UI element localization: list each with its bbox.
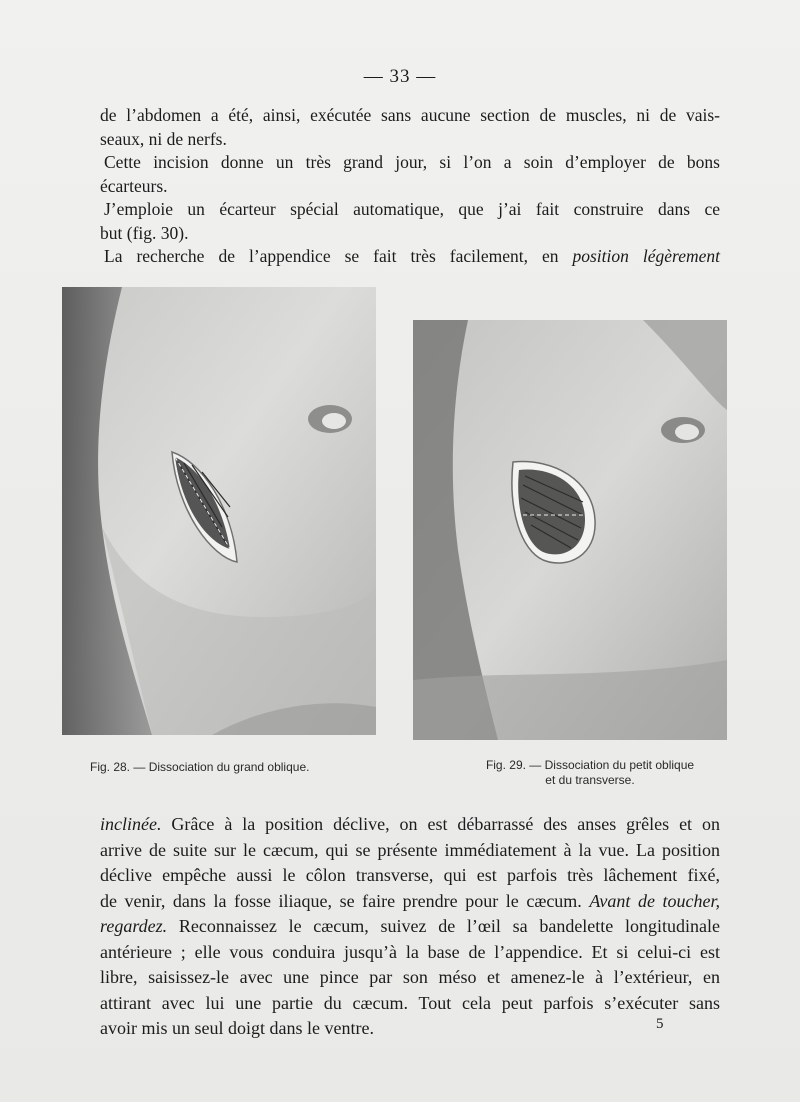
italic-segment: position légèrement [572, 246, 720, 266]
top-paragraphs [100, 104, 720, 269]
text-line: avoir mis un seul doigt dans le ventre. [100, 1018, 374, 1038]
text-line: seaux, ni de nerfs. [100, 128, 227, 149]
text-segment: Reconnaissez le cæcum, suivez de l’œil sa bandelette longitudinale [178, 916, 720, 936]
text-line-with-italic [100, 914, 720, 940]
italic-segment: inclinée. [100, 814, 162, 834]
text-line-with-italic [100, 889, 720, 915]
caption-line: Fig. 29. — Dissociation du petit oblique [485, 758, 695, 772]
bottom-paragraph [100, 812, 720, 1042]
text-line: Cette incision donne un très grand jour, si l’on a soin d’employer de bons [104, 152, 720, 172]
italic-segment: Avant de toucher, [589, 890, 720, 911]
text-segment: Grâce à la position déclive, on est débarrassé des anses grêles et on [171, 814, 720, 834]
figure-28-photo [62, 287, 376, 735]
text-line: écarteurs. [100, 175, 168, 196]
caption-line: et du transverse. [545, 773, 635, 787]
italic-segment: regardez. [100, 916, 168, 936]
text-segment: La recherche de l’appendice se fait très facilement, en [104, 246, 559, 266]
text-line: J’emploie un écarteur spécial automatique, que j’ai fait construire dans ce [104, 199, 720, 219]
text-line: antérieure ; elle vous conduira jusqu’à la base de l’appendice. Et si celui-ci est [100, 941, 720, 962]
text-line: de l’abdomen a été, ainsi, exécutée sans aucune section de muscles, ni de vais- [100, 105, 720, 125]
signature-mark: 5 [656, 1016, 664, 1032]
text-line: arrive de suite sur le cæcum, qui se présente immédiatement à la vue. La position [100, 839, 720, 860]
text-line: but (fig. 30). [100, 222, 189, 243]
text-line-with-italic [100, 812, 720, 838]
figure-29-photo [413, 320, 727, 740]
text-line: libre, saisissez-le avec une pince par son méso et amenez-le à l’extérieur, en [100, 967, 720, 987]
abdomen-illustration-29 [413, 320, 727, 740]
text-segment: de venir, dans la fosse iliaque, se faire prendre pour le cæcum. [100, 890, 582, 911]
figure-29-caption [440, 758, 740, 788]
text-line-with-italic [100, 245, 720, 269]
figure-28-caption: Fig. 28. — Dissociation du grand oblique. [90, 760, 310, 774]
abdomen-illustration-28 [62, 287, 376, 735]
text-line: attirant avec lui une partie du cæcum. Tout cela peut parfois s’exécuter sans [100, 992, 720, 1013]
page-number: — 33 — [363, 66, 437, 87]
text-line: déclive empêche aussi le côlon transverse, qui est parfois très lâchement fixé, [100, 865, 720, 885]
